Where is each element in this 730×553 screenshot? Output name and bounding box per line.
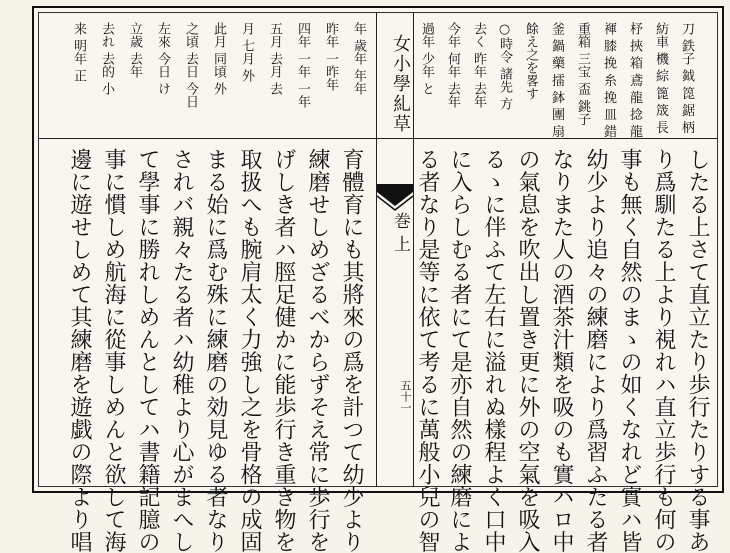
fish-tail-mark-icon [377,184,413,210]
glossary-column: 杼 挾 箱 鳶 龍 捻 龍 [627,22,642,138]
glossary-column: 刀 鉄子 鉞 箆 鋸 柄 [679,22,694,134]
text-column: 取扱へも腕肩太く力強し之を骨格の成固 [237,148,262,553]
text-column: 事に慣しめ航海に從事しめんと欲して海 [101,148,126,553]
text-column: げしき者ハ脛足健かに能歩行き重き物を [271,148,296,553]
glossary-column: 去く 昨年 去年 [471,22,486,109]
glossary-column: 此月 同頃 外 [211,22,226,96]
text-column: り爲馴たる上より視れハ直立歩行も何の [651,148,676,553]
glossary-column: ○時令 諸先 方 [497,22,512,111]
glossary-column: 昨年 一昨年 [323,22,338,92]
book-spread [32,6,724,553]
glossary-column: 左來 今日 け [155,22,170,96]
glossary-column: 今年 何年 去年 [445,22,460,109]
volume-label: 巻上 [390,212,410,258]
folio-number: 五十一 [399,380,412,413]
text-column: したる上さて直立たり歩行たりする事あ [685,148,710,553]
glossary-column: 重箱 三宝 盃 銚子 [575,22,590,126]
text-column: 幼少より追々の練磨により爲習ふたる者 [583,148,608,553]
glossary-column: 釜 鍋 藥 擂 鉢 團 扇 [549,22,564,138]
glossary-column: 過年 少年 と [419,22,434,96]
glossary-column: 年 歳年 年年 [351,22,366,96]
glossary-column: 四年 一年 一年 [295,22,310,109]
text-column: に入らしむる者にて是亦自然の練磨によ [447,148,472,553]
glossary-column: 餘え之を畧す [523,22,538,100]
text-column: るゝに伴ふて左右に溢れぬ樣程よく口中 [481,148,506,553]
text-column: まる始に爲む殊に練磨の効見ゆる者なり [203,148,228,553]
glossary-column: 来 明年 正 [71,22,86,83]
text-column: 練磨せしめざるべからずそえ常に歩行を [305,148,330,553]
glossary-column: 去れ 去的 小 [99,22,114,96]
text-column: の氣息を吹出し置き更に外の空氣を吸入 [515,148,540,553]
glossary-column: 立歳 去年 [127,22,142,79]
text-column: なりまた人の酒茶汁類を吸のも實ハロ中 [549,148,574,553]
text-column: 邊に遊せしめて其練磨を遊戯の際より唱 [67,148,92,553]
center-spine [376,12,414,487]
glossary-column: 紡車 機 綜 篦 筬 長 [653,22,668,134]
text-column: る者なり是等に依て考るに萬般小兒の智 [415,148,440,553]
text-column: て學事に勝れしめんとしてハ書籍記臆の [135,148,160,553]
text-column: 育體育にも其將來の爲を計つて幼少より [339,148,364,553]
glossary-column: 之頃 去日 今日 [183,22,198,109]
glossary-column: 褌 膝 挽 糸 挽 皿 錯 [601,22,616,138]
book-title: 女小學糺草 [390,34,411,134]
text-column: されバ親々たる者ハ幼稚より心がまへし [169,148,194,553]
glossary-column: 月 七月 外 [239,22,254,83]
glossary-column: 五月 去月 去 [267,22,282,96]
text-column: 事も無く自然のまゝの如くなれど實ハ皆 [617,148,642,553]
